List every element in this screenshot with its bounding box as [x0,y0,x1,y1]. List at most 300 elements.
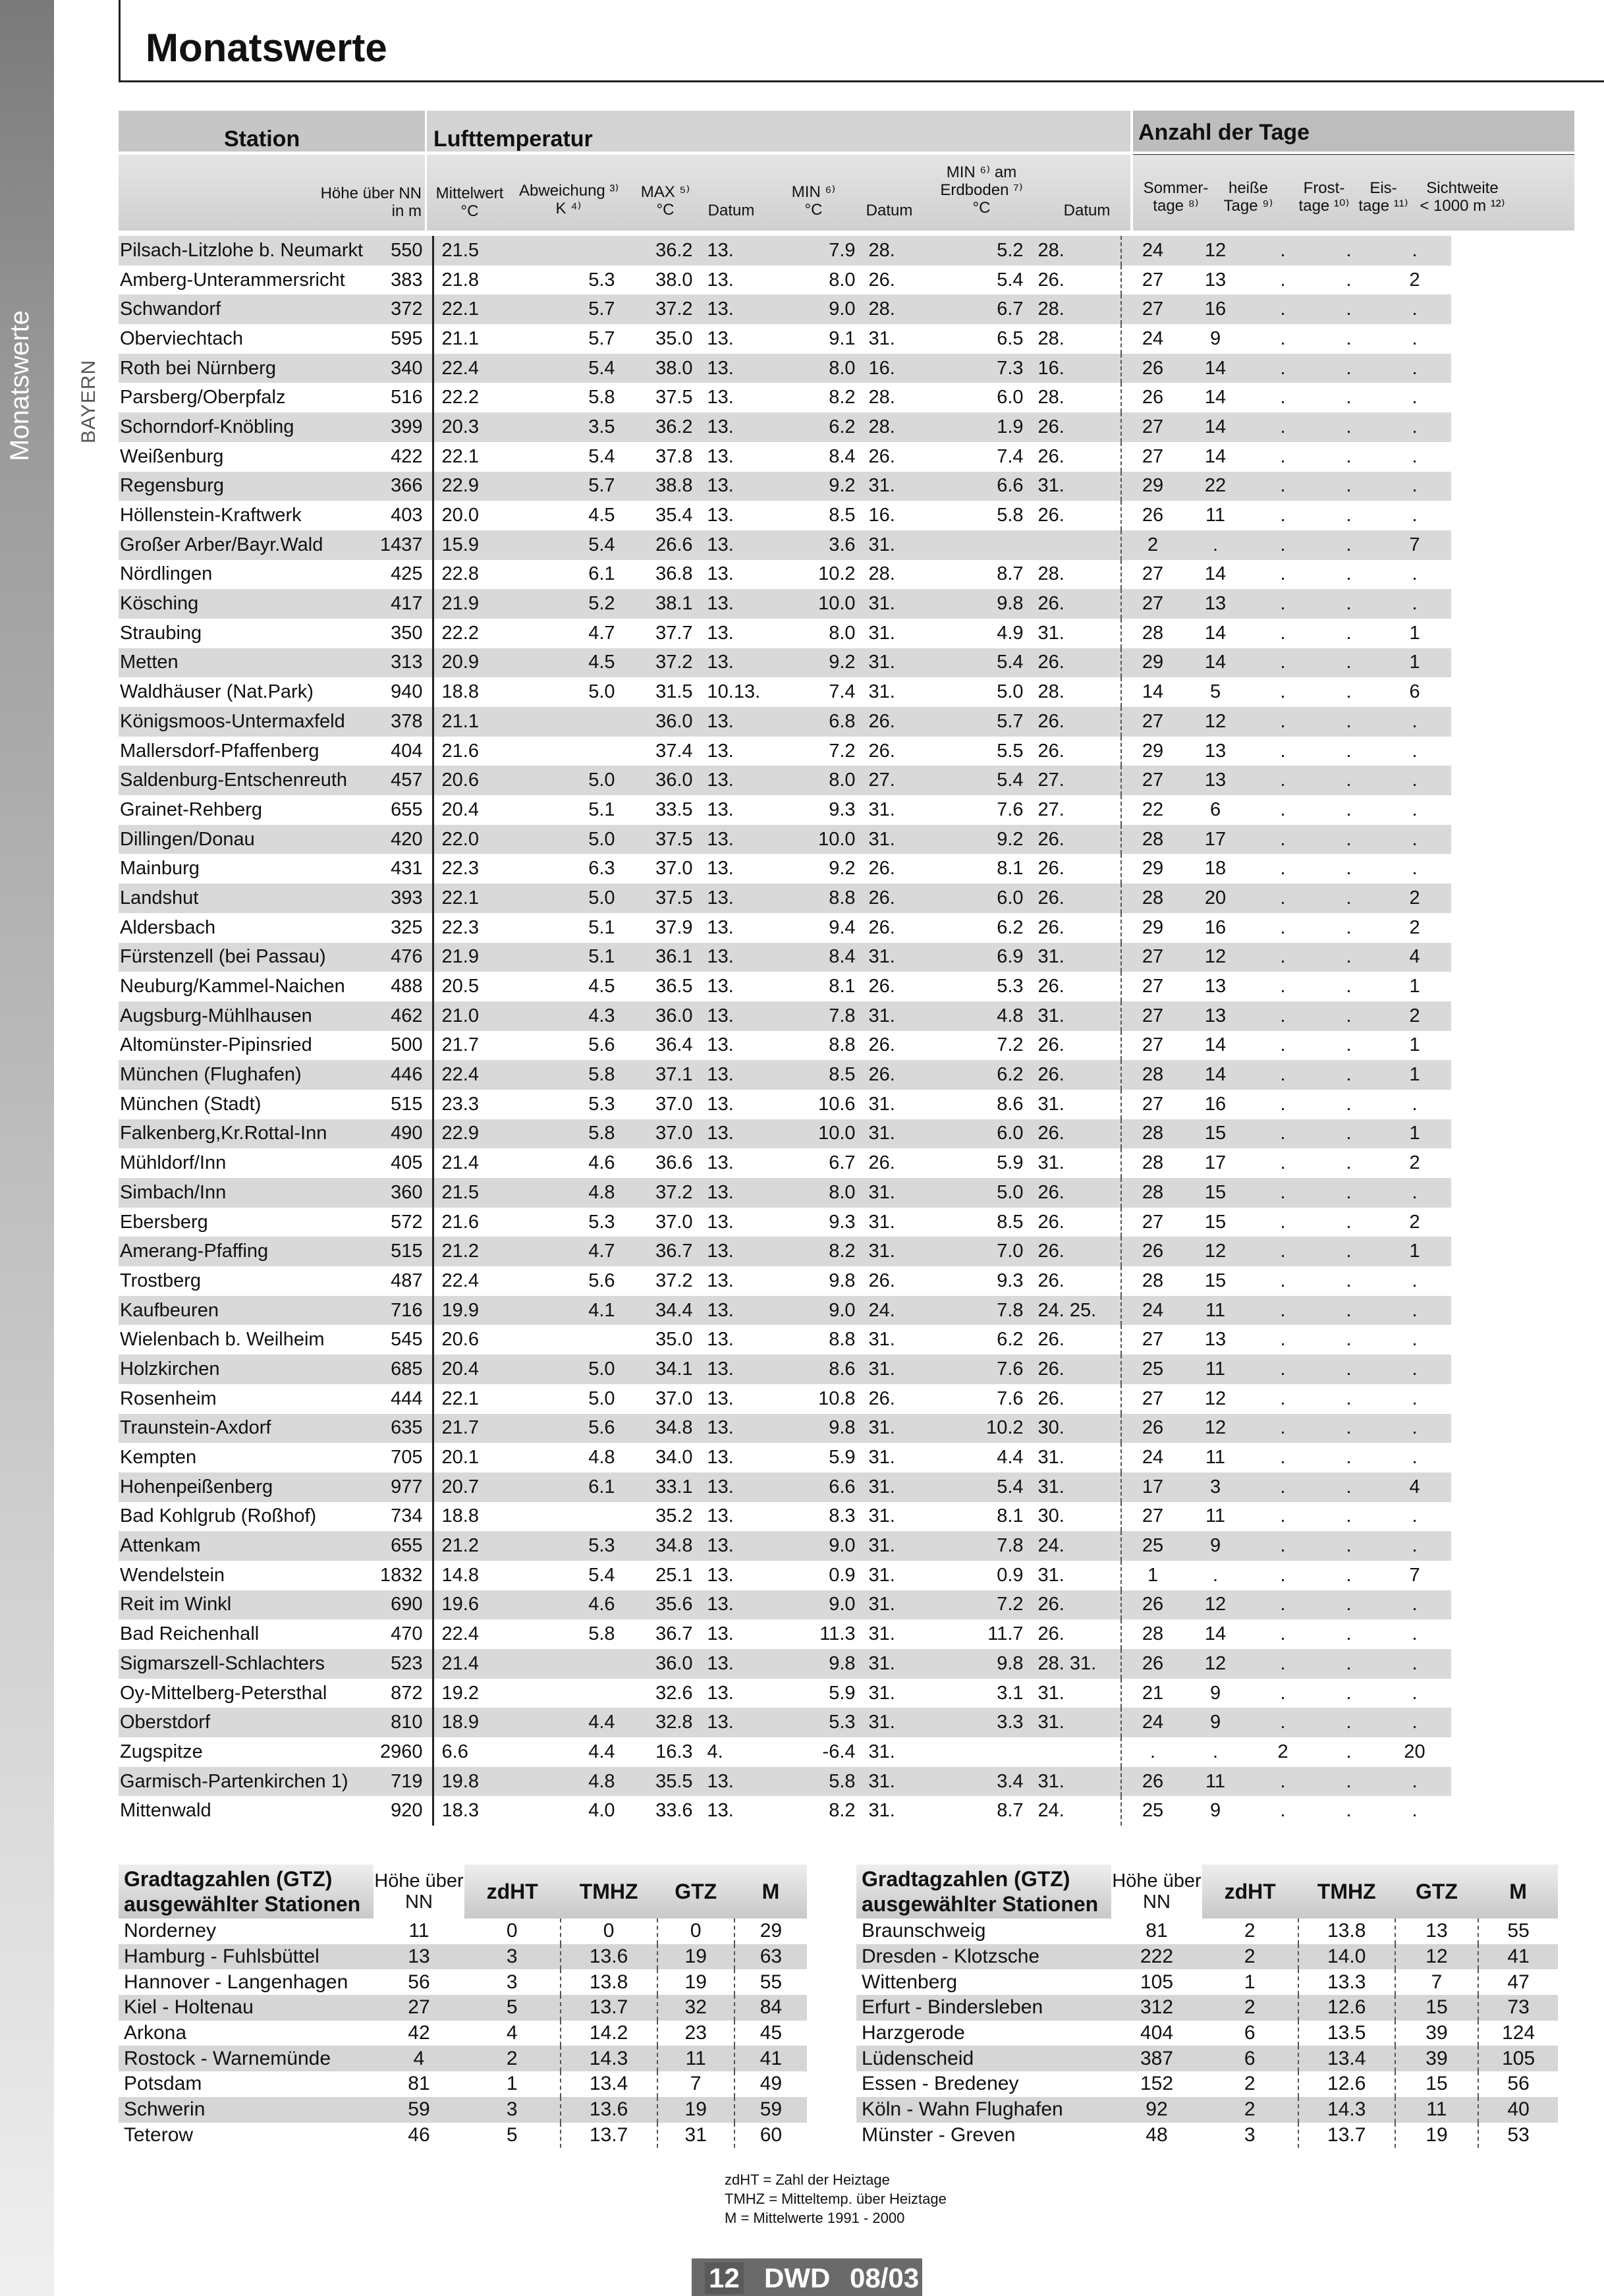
ground-min: 4.9 [941,619,1024,648]
temp-mean: 22.8 [433,560,500,590]
ground-min: 5.4 [941,766,1024,795]
station-name: Attenkam [119,1531,380,1561]
gtz-row [856,1995,1558,2021]
temp-max-date: 13. [693,1296,800,1326]
gtz-station: Lüdenscheid [856,2046,1111,2071]
station-name: Oberstdorf [119,1708,380,1737]
table-row [119,236,1451,266]
station-name: Regensburg [119,472,380,501]
ground-min: 9.3 [941,1266,1024,1296]
table-row [119,1649,1451,1679]
temp-deviation: 4.7 [500,619,621,648]
hot-days: 17 [1184,1148,1247,1178]
temp-max-date: 13. [693,1472,800,1502]
gtz-row [119,2071,807,2097]
temp-mean: 20.6 [433,1325,500,1355]
station-name: München (Stadt) [119,1090,380,1119]
temp-mean: 20.5 [433,972,500,1001]
hot-days: 14 [1184,560,1247,590]
gtz-mean: 40 [1478,2097,1558,2123]
gtz-row [856,2071,1558,2097]
ground-min-date: 26. [1024,972,1121,1001]
hot-days: 14 [1184,619,1247,648]
station-name: Saldenburg-Entschenreuth [119,766,380,795]
temp-deviation: 5.1 [500,913,621,943]
station-height: 940 [380,677,433,707]
temp-max: 36.2 [621,236,693,266]
temp-mean: 21.5 [433,236,500,266]
temp-max: 32.8 [621,1708,693,1737]
ice-days: . [1319,737,1379,766]
station-name: Mallersdorf-Pfaffenberg [119,737,380,766]
station-name: Traunstein-Axdorf [119,1414,380,1443]
gtz-station: Schwerin [119,2097,373,2123]
temp-min-date: 31. [856,1531,941,1561]
ground-min-date: 31. [1024,1443,1121,1472]
ice-days: . [1319,1325,1379,1355]
temp-min-date: 26. [856,883,941,913]
ice-days: . [1319,530,1379,560]
table-row [119,1178,1451,1208]
gtz-tmhz: 14.0 [1298,1944,1395,1970]
frost-days: . [1247,1384,1319,1414]
frost-days: . [1247,1001,1319,1031]
station-name: Großer Arber/Bayr.Wald [119,530,380,560]
fog-days: . [1379,1649,1451,1679]
frost-days: . [1247,943,1319,972]
gtz-height: 222 [1111,1944,1202,1970]
temp-max-date: 13. [693,1796,800,1826]
frost-days: . [1247,972,1319,1001]
temp-deviation [500,1325,621,1355]
temp-min: 8.5 [800,1060,856,1090]
gtz-mean: 47 [1478,1969,1558,1995]
ground-min: 5.4 [941,266,1024,295]
frost-days: . [1247,766,1319,795]
frost-days: 2 [1247,1737,1319,1767]
ice-days: . [1319,795,1379,825]
ground-min-date: 26. [1024,442,1121,472]
fog-days: . [1379,412,1451,442]
temp-min: 5.8 [800,1767,856,1797]
ground-min: 5.8 [941,501,1024,530]
hot-days: 17 [1184,825,1247,854]
summer-days: 29 [1121,737,1184,766]
summer-days: 26 [1121,354,1184,383]
temp-deviation [500,1649,621,1679]
ground-min: 8.1 [941,854,1024,883]
table-row [119,1237,1451,1266]
gtz-tmhz: 14.3 [1298,2097,1395,2123]
gtz-value: 7 [657,2071,734,2097]
gtz-right-gtz: GTZ [1395,1864,1479,1918]
gtz-row [856,2123,1558,2148]
gtz-right-title: Gradtagzahlen (GTZ) ausgewählter Stationen [856,1864,1111,1918]
gtz-height: 92 [1111,2097,1202,2123]
ground-min-date: 30. [1024,1502,1121,1532]
table-row [119,1119,1451,1149]
temp-max: 36.0 [621,766,693,795]
temp-min-date: 26. [856,1266,941,1296]
hot-days: 16 [1184,1090,1247,1119]
station-height: 490 [380,1119,433,1149]
ground-min-date: 24. [1024,1796,1121,1826]
summer-days: 27 [1121,1325,1184,1355]
temp-mean: 22.1 [433,1384,500,1414]
ground-min: 6.0 [941,883,1024,913]
temp-min-date: 26. [856,1148,941,1178]
frost-days: . [1247,1208,1319,1237]
gtz-tmhz: 13.4 [1298,2046,1395,2071]
temp-max-date: 13. [693,1001,800,1031]
frost-days: . [1247,737,1319,766]
station-name: Straubing [119,619,380,648]
gtz-right-m: M [1478,1864,1558,1918]
gtz-right-hoehe: Höhe über NN [1111,1864,1202,1918]
table-row [119,501,1451,530]
temp-min: -6.4 [800,1737,856,1767]
temp-min: 9.0 [800,1590,856,1620]
fog-days: . [1379,825,1451,854]
temp-min: 8.3 [800,1502,856,1532]
station-height: 705 [380,1443,433,1472]
temp-min: 8.2 [800,1237,856,1266]
fog-days: 1 [1379,972,1451,1001]
summer-days: 28 [1121,619,1184,648]
temp-max: 36.8 [621,560,693,590]
temp-deviation [500,1502,621,1532]
ice-days: . [1319,383,1379,412]
temp-max-date: 13. [693,1266,800,1296]
temp-max-date: 13. [693,266,800,295]
temp-min-date: 28. [856,294,941,324]
gtz-tmhz: 13.5 [1298,2021,1395,2046]
hot-days: 9 [1184,1796,1247,1826]
gtz-mean: 105 [1478,2046,1558,2071]
frost-days: . [1247,530,1319,560]
temp-min: 9.0 [800,1296,856,1326]
temp-min: 9.3 [800,1208,856,1237]
fog-days: 2 [1379,1208,1451,1237]
station-height: 313 [380,648,433,678]
temp-max: 36.6 [621,1148,693,1178]
table-row [119,1296,1451,1326]
temp-max-date: 13. [693,1443,800,1472]
ground-min-date: 26. [1024,707,1121,737]
fog-days: . [1379,766,1451,795]
gtz-tmhz: 12.6 [1298,2071,1395,2097]
temp-min: 7.8 [800,1001,856,1031]
temp-max-date: 13. [693,383,800,412]
temp-mean: 18.9 [433,1708,500,1737]
gtz-station: Potsdam [124,2073,202,2095]
temp-max: 37.0 [621,1119,693,1149]
temp-min-date: 31. [856,1208,941,1237]
temp-max-date: 13. [693,324,800,354]
ice-days: . [1319,1767,1379,1797]
temp-max-date: 13. [693,1619,800,1649]
ice-days: . [1319,1679,1379,1708]
temp-min: 5.9 [800,1443,856,1472]
table-row [119,677,1451,707]
temp-max-date: 13. [693,883,800,913]
gtz-right-tmhz: TMHZ [1298,1864,1395,1918]
station-height: 325 [380,913,433,943]
ice-days: . [1319,236,1379,266]
temp-deviation: 4.5 [500,648,621,678]
gtz-left-zdht: zdHT [464,1864,561,1918]
hot-days: 14 [1184,1031,1247,1061]
frost-days: . [1247,1355,1319,1384]
temp-max: 36.5 [621,972,693,1001]
temp-min: 9.0 [800,1531,856,1561]
summer-days: 24 [1121,1708,1184,1737]
fog-days: . [1379,294,1451,324]
fog-days: . [1379,1090,1451,1119]
ice-days: . [1319,1266,1379,1296]
gtz-tmhz: 14.3 [561,2046,657,2071]
temp-min-date: 31. [856,1472,941,1502]
temp-mean: 22.0 [433,825,500,854]
temp-max: 36.4 [621,1031,693,1061]
ground-min: 9.2 [941,825,1024,854]
gtz-mean: 56 [1478,2071,1558,2097]
temp-max: 33.6 [621,1796,693,1826]
hot-days: . [1184,530,1247,560]
fog-days: . [1379,1767,1451,1797]
temp-deviation: 5.1 [500,943,621,972]
ground-min: 8.7 [941,1796,1024,1826]
summer-days: 29 [1121,648,1184,678]
summer-days: 26 [1121,1414,1184,1443]
table-row [119,943,1451,972]
ground-min-date: 27. [1024,795,1121,825]
fog-days: 4 [1379,1472,1451,1502]
hot-days: 15 [1184,1119,1247,1149]
gtz-zdht: 2 [1202,2097,1298,2123]
ground-min-date: 31. [1024,943,1121,972]
temp-max-date: 13. [693,737,800,766]
station-height: 350 [380,619,433,648]
ground-min-date: 28. [1024,236,1121,266]
gtz-tmhz: 13.7 [561,2123,657,2148]
temp-min: 9.8 [800,1414,856,1443]
table-row [119,1208,1451,1237]
station-height: 417 [380,589,433,619]
frost-days: . [1247,1767,1319,1797]
station-name: Schorndorf-Knöbling [119,412,380,442]
temp-max-date: 13. [693,972,800,1001]
gtz-mean: 73 [1478,1995,1558,2021]
col-minerd: MIN ⁶⁾ am Erdboden ⁷⁾ °C [940,163,1023,217]
temp-max-date: 13. [693,1355,800,1384]
ground-min: 5.4 [941,648,1024,678]
summer-days: 27 [1121,707,1184,737]
frost-days: . [1247,1531,1319,1561]
frost-days: . [1247,354,1319,383]
station-height: 399 [380,412,433,442]
gtz-station: Münster - Greven [862,2123,1016,2146]
ground-min-date: 30. [1024,1414,1121,1443]
gtz-left-title: Gradtagzahlen (GTZ) ausgewählter Stationen [119,1864,373,1918]
ground-min: 7.2 [941,1031,1024,1061]
station-height: 734 [380,1502,433,1532]
temp-max: 37.8 [621,442,693,472]
temp-mean: 21.1 [433,324,500,354]
summer-days: 26 [1121,1649,1184,1679]
temp-min-date: 31. [856,1443,941,1472]
temp-mean: 21.9 [433,943,500,972]
summer-days: 28 [1121,825,1184,854]
ground-min-date: 28. 31. [1024,1649,1121,1679]
temp-mean: 22.1 [433,294,500,324]
ground-min-date: 31. [1024,1148,1121,1178]
temp-min-date: 26. [856,707,941,737]
ground-min: 5.5 [941,737,1024,766]
ice-days: . [1319,619,1379,648]
table-row [119,530,1451,560]
gtz-mean: 55 [1478,1918,1558,1944]
ice-days: . [1319,472,1379,501]
fog-days: 1 [1379,619,1451,648]
temp-max-date: 13. [693,1148,800,1178]
gtz-value: 19 [657,1969,734,1995]
gtz-value: 0 [657,1918,734,1944]
station-height: 476 [380,943,433,972]
temp-max: 37.2 [621,294,693,324]
temp-min: 6.6 [800,1472,856,1502]
ground-min: 1.9 [941,412,1024,442]
frost-days: . [1247,1443,1319,1472]
station-height: 685 [380,1355,433,1384]
station-height: 572 [380,1208,433,1237]
station-height: 420 [380,825,433,854]
station-height: 690 [380,1590,433,1620]
frost-days: . [1247,1590,1319,1620]
temp-max: 38.1 [621,589,693,619]
temp-min: 6.2 [800,412,856,442]
temp-deviation [500,1679,621,1708]
summer-days: 27 [1121,1502,1184,1532]
temp-deviation: 5.0 [500,1355,621,1384]
station-name: Mittenwald [119,1796,380,1826]
temp-mean: 6.6 [433,1737,500,1767]
temp-max-date: 13. [693,1708,800,1737]
temp-mean: 21.7 [433,1031,500,1061]
ice-days: . [1319,1208,1379,1237]
frost-days: . [1247,1708,1319,1737]
ice-days: . [1319,883,1379,913]
temp-max: 38.0 [621,266,693,295]
ground-min: 5.3 [941,972,1024,1001]
station-table [119,236,1451,1826]
gtz-row [119,2021,807,2046]
station-name: Neuburg/Kammel-Naichen [119,972,380,1001]
station-height: 635 [380,1414,433,1443]
summer-days: 25 [1121,1796,1184,1826]
frost-days: . [1247,442,1319,472]
frost-days: . [1247,1502,1319,1532]
gtz-station: Norderney [124,1920,217,1942]
temp-max: 37.4 [621,737,693,766]
summer-days: 27 [1121,766,1184,795]
ice-days: . [1319,677,1379,707]
ground-min-date: 28. [1024,294,1121,324]
hot-days: 13 [1184,1325,1247,1355]
temp-min: 9.2 [800,648,856,678]
temp-mean: 19.9 [433,1296,500,1326]
gtz-zdht: 5 [464,1995,561,2021]
hot-days: 9 [1184,1531,1247,1561]
temp-max-date: 13. [693,766,800,795]
frost-days: . [1247,589,1319,619]
frost-days: . [1247,1619,1319,1649]
temp-min-date: 31. [856,1619,941,1649]
temp-mean: 21.4 [433,1649,500,1679]
summer-days: 27 [1121,972,1184,1001]
temp-deviation: 6.3 [500,854,621,883]
frost-days: . [1247,1679,1319,1708]
temp-min: 8.8 [800,883,856,913]
frost-days: . [1247,472,1319,501]
temp-max: 26.6 [621,530,693,560]
temp-mean: 21.6 [433,1208,500,1237]
hot-days: 16 [1184,294,1247,324]
gtz-station: Harzgerode [862,2022,965,2044]
ice-days: . [1319,707,1379,737]
gtz-right-zdht: zdHT [1202,1864,1298,1918]
ice-days: . [1319,324,1379,354]
temp-max: 37.5 [621,883,693,913]
gtz-zdht: 1 [1244,1971,1256,1993]
table-row [119,412,1451,442]
days-header: Anzahl der Tage [1138,120,1310,145]
temp-mean: 22.9 [433,472,500,501]
ice-days: . [1319,1119,1379,1149]
station-name: Mainburg [119,854,380,883]
station-name: Grainet-Rehberg [119,795,380,825]
gtz-tmhz: 14.2 [561,2021,657,2046]
temp-max-date: 13. [693,589,800,619]
hot-days: 13 [1184,266,1247,295]
gtz-height: 46 [408,2123,430,2146]
sidebar [0,0,54,2296]
summer-days: 27 [1121,1384,1184,1414]
ground-min-date: 26. [1024,1119,1121,1149]
temp-mean: 20.3 [433,412,500,442]
hot-days: 22 [1184,472,1247,501]
temp-min: 8.4 [800,442,856,472]
gtz-station: Arkona [124,2022,187,2044]
station-name: Zugspitze [119,1737,380,1767]
frost-days: . [1247,707,1319,737]
fog-days: . [1379,1679,1451,1708]
gtz-height: 13 [373,1944,464,1970]
fog-days: . [1379,1443,1451,1472]
temp-min: 8.0 [800,766,856,795]
station-height: 977 [380,1472,433,1502]
station-header: Station [224,126,300,152]
gtz-station: Braunschweig [862,1920,986,1942]
col-hoehe: Höhe über NN in m [320,184,422,220]
summer-days: 27 [1121,1031,1184,1061]
fog-days: . [1379,560,1451,590]
ice-days: . [1319,1060,1379,1090]
col-datum1: Datum [707,202,755,219]
table-row [119,1266,1451,1296]
fog-days: 4 [1379,943,1451,972]
temp-deviation: 5.7 [500,472,621,501]
